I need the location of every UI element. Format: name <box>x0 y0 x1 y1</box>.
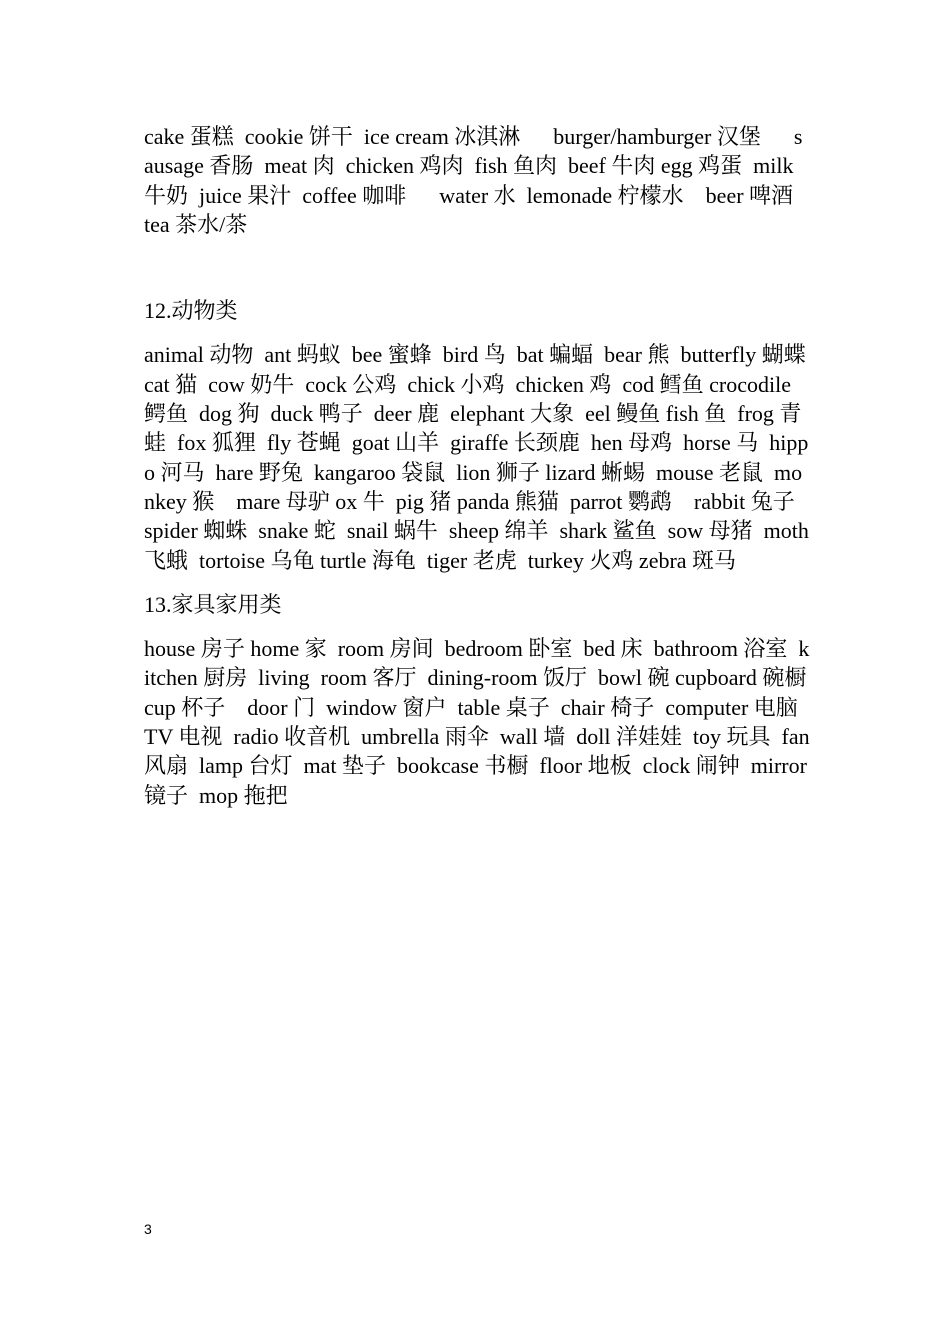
section-heading-furniture: 13.家具家用类 <box>144 591 282 617</box>
furniture-vocabulary-paragraph: house 房子 home 家 room 房间 bedroom 卧室 bed 床 bathroom 浴室 kitchen 厨房 living room 客厅 dining-room 饭厅 bowl 碗 cupboard 碗橱 cup 杯子 door 门 window 窗户 table 桌子 chair 椅子 computer 电脑 TV 电视 radio 收音机 umbrella 雨伞 wall 墙 doll 洋娃娃 toy 玩具 fan 风扇 lamp 台灯 mat 垫子 bookcase 书橱 floor 地板 clock 闹钟 mirror 镜子 mop 拖把 <box>144 636 816 808</box>
food-vocabulary-paragraph: cake 蛋糕 cookie 饼干 ice cream 冰淇淋 burger/hamburger 汉堡 sausage 香肠 meat 肉 chicken 鸡肉 fish 鱼肉 beef 牛肉 egg 鸡蛋 milk 牛奶 juice 果汁 coffee 咖啡 water 水 lemonade 柠檬水 beer 啤酒 tea 茶水/茶 <box>144 124 805 237</box>
page-content <box>144 122 817 810</box>
page-number: 3 <box>144 1221 152 1237</box>
animals-vocabulary-paragraph: animal 动物 ant 蚂蚁 bee 蜜蜂 bird 鸟 bat 蝙蝠 bear 熊 butterfly 蝴蝶 cat 猫 cow 奶牛 cock 公鸡 chick 小鸡 chicken 鸡 cod 鳕鱼 crocodile 鳄鱼 dog 狗 duck 鸭子 deer 鹿 elephant 大象 eel 鳗鱼 fish 鱼 frog 青蛙 fox 狐狸 fly 苍蝇 goat 山羊 giraffe 长颈鹿 hen 母鸡 horse 马 hippo 河马 hare 野兔 kangaroo 袋鼠 lion 狮子 lizard 蜥蜴 mouse 老鼠 monkey 猴 mare 母驴 ox 牛 pig 猪 panda 熊猫 parrot 鹦鹉 rabbit 兔子 spider 蜘蛛 snake 蛇 snail 蜗牛 sheep 绵羊 shark 鲨鱼 sow 母猪 moth 飞蛾 tortoise 乌龟 turtle 海龟 tiger 老虎 turkey 火鸡 zebra 斑马 <box>144 342 817 573</box>
section-heading-animals: 12.动物类 <box>144 298 238 324</box>
